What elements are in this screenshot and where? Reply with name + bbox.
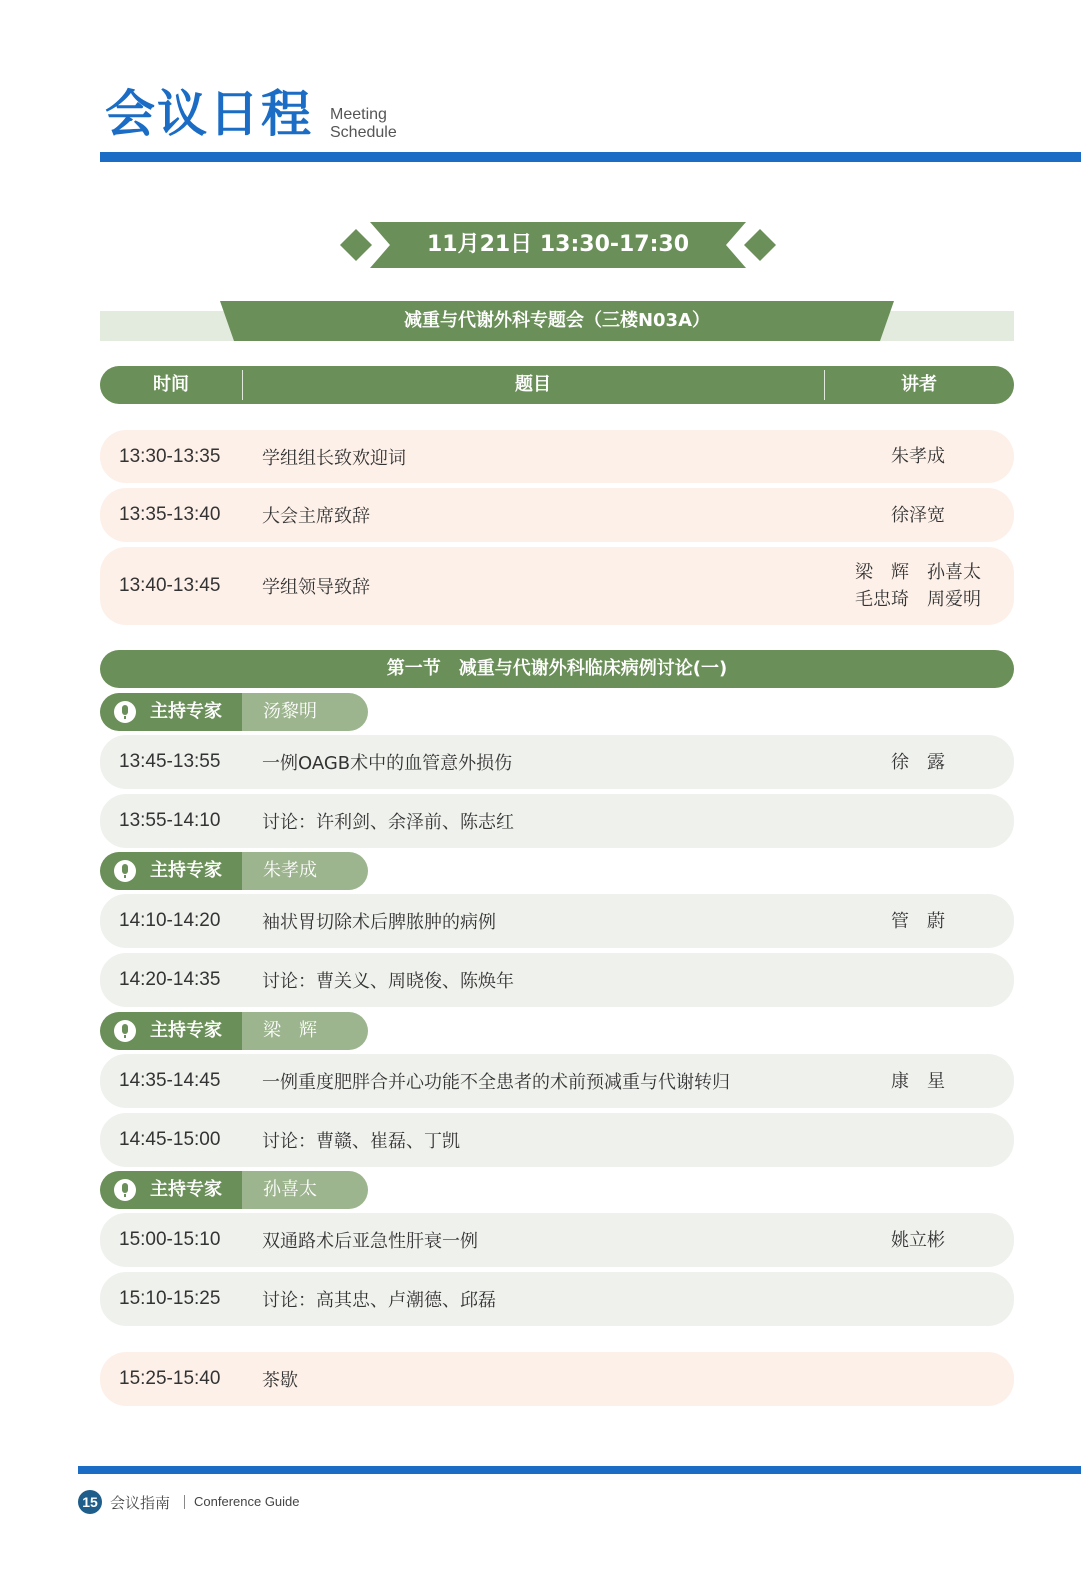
moderator-label [100,1171,242,1209]
row-time: 15:25-15:40 [119,1368,221,1389]
column-speaker: 讲者 [901,374,937,395]
row-time: 13:35-13:40 [119,504,221,525]
diamond-right-icon [744,229,776,261]
row-time: 14:35-14:45 [119,1070,221,1091]
schedule-row [100,488,1014,542]
schedule-row [100,430,1014,483]
row-time: 14:20-14:35 [119,969,221,990]
microphone-icon [114,1179,136,1201]
moderator-label [100,693,242,731]
row-speaker: 康 星 [891,1070,945,1092]
column-header [100,366,1014,404]
page-title-english-line1: Meeting [330,106,387,123]
column-time: 时间 [153,374,189,395]
break-row [100,1352,1014,1406]
microphone-icon [114,701,136,723]
row-topic: 讨论：曹赣、崔磊、丁凯 [262,1131,460,1152]
row-topic: 讨论：高其忠、卢潮德、邱磊 [262,1290,496,1311]
row-time: 13:45-13:55 [119,751,221,772]
row-speaker: 姚立彬 [891,1229,945,1251]
row-time: 14:10-14:20 [119,910,221,931]
row-speaker: 徐 露 [891,751,945,773]
row-speaker: 管 蔚 [891,910,945,932]
date-banner-text: 11月21日 13:30-17:30 [426,232,690,257]
row-topic: 一例OAGB术中的血管意外损伤 [262,753,513,774]
moderator-pill [100,852,368,890]
moderator-label [100,852,242,890]
schedule-row [100,794,1014,848]
schedule-row [100,735,1014,789]
moderator-name: 朱孝成 [263,860,317,881]
footer-divider [78,1466,1081,1474]
microphone-icon [114,1020,136,1042]
section-header: 第一节 减重与代谢外科临床病例讨论(一) [100,650,1014,688]
row-topic: 讨论：曹关义、周晓俊、陈焕年 [262,971,514,992]
footer-separator [184,1495,185,1509]
moderator-label-text: 主持专家 [150,701,222,722]
microphone-icon [114,860,136,882]
row-topic: 茶歇 [262,1370,298,1391]
page-title-english [330,106,397,142]
moderator-name: 梁 辉 [263,1020,317,1041]
row-topic: 双通路术后亚急性肝衰一例 [262,1231,478,1252]
row-topic: 学组领导致辞 [262,577,370,598]
diamond-left-icon [340,229,372,261]
schedule-row [100,953,1014,1007]
moderator-label-text: 主持专家 [150,1179,222,1200]
schedule-row [100,1054,1014,1108]
row-speaker: 朱孝成 [891,446,945,467]
row-speaker: 徐泽宽 [891,504,945,526]
row-time: 15:00-15:10 [119,1229,221,1250]
moderator-pill [100,1012,368,1050]
footer-title-en: Conference Guide [194,1494,300,1509]
row-topic: 讨论：许利剑、余泽前、陈志红 [262,812,514,833]
moderator-label-text: 主持专家 [150,860,222,881]
row-time: 13:55-14:10 [119,810,221,831]
schedule-row [100,894,1014,948]
page-title: 会议日程 [105,85,313,143]
schedule-row [100,1213,1014,1267]
row-time: 14:45-15:00 [119,1129,221,1150]
schedule-row [100,1272,1014,1326]
row-time: 13:30-13:35 [119,445,221,467]
moderator-pill [100,693,368,731]
row-time: 13:40-13:45 [119,575,221,596]
header-divider [100,152,1081,162]
row-topic: 学组组长致欢迎词 [262,447,406,469]
footer-title-cn: 会议指南 [110,1494,171,1512]
page-title-english-line2: Schedule [330,124,397,141]
row-topic: 大会主席致辞 [262,506,370,527]
schedule-row [100,547,1014,625]
moderator-name: 孙喜太 [263,1179,317,1200]
moderator-label-text: 主持专家 [150,1020,222,1041]
schedule-row [100,1113,1014,1167]
page-number: 15 [78,1490,102,1514]
moderator-label [100,1012,242,1050]
moderator-name: 汤黎明 [263,701,317,722]
session-title: 减重与代谢外科专题会（三楼N03A） [403,310,711,331]
moderator-pill [100,1171,368,1209]
row-topic: 一例重度肥胖合并心功能不全患者的术前预减重与代谢转归 [262,1072,730,1093]
column-topic: 题目 [515,374,551,395]
row-topic: 袖状胃切除术后脾脓肿的病例 [262,912,496,933]
row-speaker: 梁 辉 孙喜太 毛忠琦 周爱明 [855,562,981,610]
row-time: 15:10-15:25 [119,1288,221,1309]
